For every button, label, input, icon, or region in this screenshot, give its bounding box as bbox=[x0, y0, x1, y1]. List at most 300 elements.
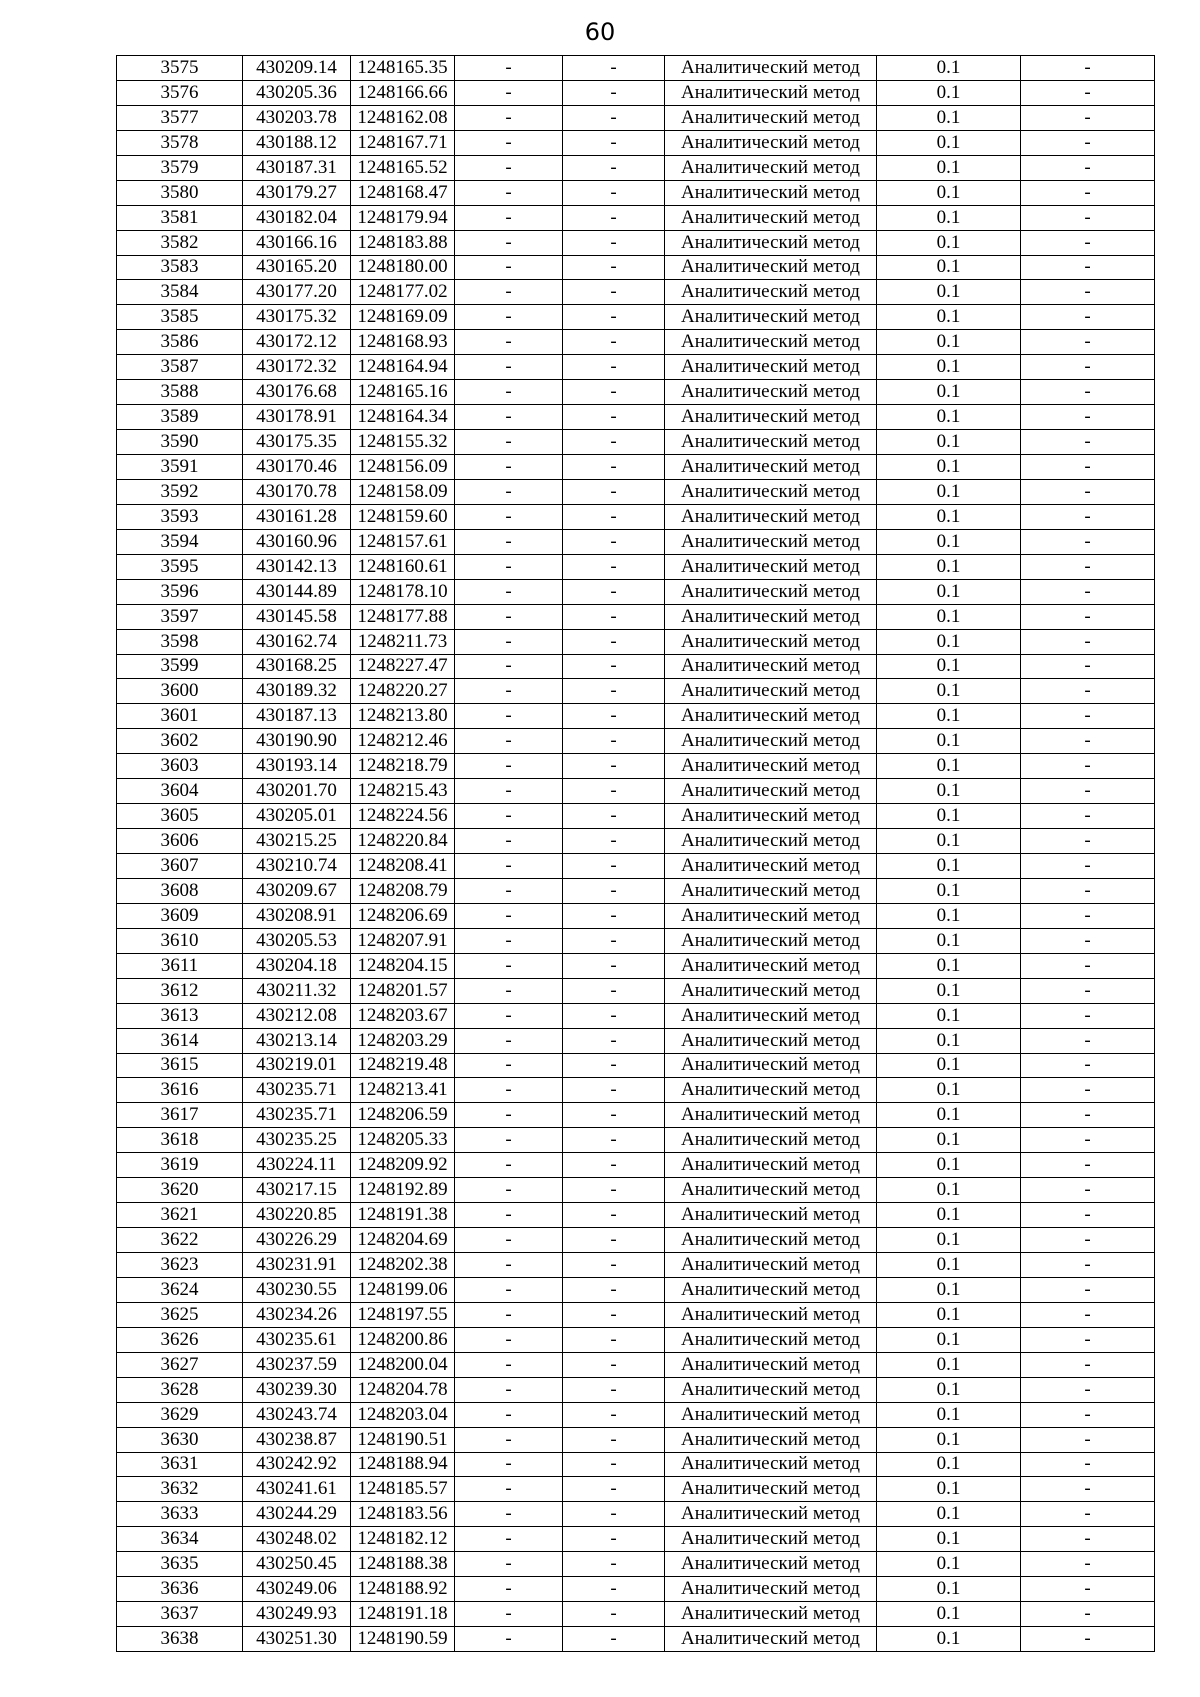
x-coordinate-cell: 430230.55 bbox=[243, 1277, 351, 1302]
method-cell: Аналитический метод bbox=[665, 1352, 877, 1377]
dash-cell-c: - bbox=[1021, 1302, 1155, 1327]
dash-cell-a: - bbox=[455, 1078, 563, 1103]
dash-cell-a: - bbox=[455, 729, 563, 754]
x-coordinate-cell: 430249.93 bbox=[243, 1602, 351, 1627]
y-coordinate-cell: 1248157.61 bbox=[351, 529, 455, 554]
dash-cell-a: - bbox=[455, 1028, 563, 1053]
accuracy-cell: 0.1 bbox=[877, 1577, 1021, 1602]
dash-cell-a: - bbox=[455, 1452, 563, 1477]
dash-cell-b: - bbox=[563, 1203, 665, 1228]
dash-cell-c: - bbox=[1021, 903, 1155, 928]
dash-cell-c: - bbox=[1021, 554, 1155, 579]
dash-cell-b: - bbox=[563, 1178, 665, 1203]
y-coordinate-cell: 1248203.67 bbox=[351, 1003, 455, 1028]
x-coordinate-cell: 430201.70 bbox=[243, 779, 351, 804]
dash-cell-b: - bbox=[563, 1427, 665, 1452]
table-row bbox=[117, 1452, 1155, 1477]
x-coordinate-cell: 430226.29 bbox=[243, 1228, 351, 1253]
x-coordinate-cell: 430170.46 bbox=[243, 455, 351, 480]
dash-cell-b: - bbox=[563, 779, 665, 804]
dash-cell-a: - bbox=[455, 1352, 563, 1377]
table-row bbox=[117, 305, 1155, 330]
dash-cell-b: - bbox=[563, 305, 665, 330]
table-row bbox=[117, 504, 1155, 529]
point-number-cell: 3625 bbox=[117, 1302, 243, 1327]
accuracy-cell: 0.1 bbox=[877, 654, 1021, 679]
x-coordinate-cell: 430205.36 bbox=[243, 80, 351, 105]
method-cell: Аналитический метод bbox=[665, 1577, 877, 1602]
table-row bbox=[117, 1602, 1155, 1627]
table-row bbox=[117, 529, 1155, 554]
dash-cell-b: - bbox=[563, 1003, 665, 1028]
dash-cell-b: - bbox=[563, 1477, 665, 1502]
dash-cell-c: - bbox=[1021, 280, 1155, 305]
dash-cell-b: - bbox=[563, 1053, 665, 1078]
table-row bbox=[117, 704, 1155, 729]
accuracy-cell: 0.1 bbox=[877, 305, 1021, 330]
method-cell: Аналитический метод bbox=[665, 928, 877, 953]
x-coordinate-cell: 430161.28 bbox=[243, 504, 351, 529]
dash-cell-a: - bbox=[455, 629, 563, 654]
x-coordinate-cell: 430220.85 bbox=[243, 1203, 351, 1228]
accuracy-cell: 0.1 bbox=[877, 180, 1021, 205]
dash-cell-c: - bbox=[1021, 978, 1155, 1003]
y-coordinate-cell: 1248155.32 bbox=[351, 430, 455, 455]
dash-cell-a: - bbox=[455, 155, 563, 180]
table-row bbox=[117, 330, 1155, 355]
point-number-cell: 3590 bbox=[117, 430, 243, 455]
point-number-cell: 3609 bbox=[117, 903, 243, 928]
table-row bbox=[117, 1552, 1155, 1577]
dash-cell-a: - bbox=[455, 1178, 563, 1203]
point-number-cell: 3595 bbox=[117, 554, 243, 579]
dash-cell-c: - bbox=[1021, 180, 1155, 205]
dash-cell-b: - bbox=[563, 1302, 665, 1327]
point-number-cell: 3627 bbox=[117, 1352, 243, 1377]
method-cell: Аналитический метод bbox=[665, 1203, 877, 1228]
dash-cell-a: - bbox=[455, 1277, 563, 1302]
dash-cell-a: - bbox=[455, 1477, 563, 1502]
y-coordinate-cell: 1248213.80 bbox=[351, 704, 455, 729]
x-coordinate-cell: 430145.58 bbox=[243, 604, 351, 629]
x-coordinate-cell: 430160.96 bbox=[243, 529, 351, 554]
accuracy-cell: 0.1 bbox=[877, 529, 1021, 554]
accuracy-cell: 0.1 bbox=[877, 1003, 1021, 1028]
method-cell: Аналитический метод bbox=[665, 953, 877, 978]
x-coordinate-cell: 430205.53 bbox=[243, 928, 351, 953]
method-cell: Аналитический метод bbox=[665, 56, 877, 81]
table-row bbox=[117, 1627, 1155, 1652]
dash-cell-b: - bbox=[563, 1602, 665, 1627]
dash-cell-c: - bbox=[1021, 1053, 1155, 1078]
accuracy-cell: 0.1 bbox=[877, 1228, 1021, 1253]
point-number-cell: 3588 bbox=[117, 380, 243, 405]
dash-cell-b: - bbox=[563, 1277, 665, 1302]
accuracy-cell: 0.1 bbox=[877, 1153, 1021, 1178]
dash-cell-b: - bbox=[563, 1552, 665, 1577]
accuracy-cell: 0.1 bbox=[877, 355, 1021, 380]
dash-cell-b: - bbox=[563, 1128, 665, 1153]
x-coordinate-cell: 430243.74 bbox=[243, 1402, 351, 1427]
dash-cell-c: - bbox=[1021, 1153, 1155, 1178]
y-coordinate-cell: 1248183.56 bbox=[351, 1502, 455, 1527]
method-cell: Аналитический метод bbox=[665, 704, 877, 729]
table-row bbox=[117, 255, 1155, 280]
point-number-cell: 3632 bbox=[117, 1477, 243, 1502]
y-coordinate-cell: 1248224.56 bbox=[351, 804, 455, 829]
point-number-cell: 3613 bbox=[117, 1003, 243, 1028]
table-row bbox=[117, 953, 1155, 978]
dash-cell-b: - bbox=[563, 205, 665, 230]
table-row bbox=[117, 1053, 1155, 1078]
dash-cell-b: - bbox=[563, 729, 665, 754]
dash-cell-b: - bbox=[563, 928, 665, 953]
accuracy-cell: 0.1 bbox=[877, 554, 1021, 579]
point-number-cell: 3584 bbox=[117, 280, 243, 305]
table-row bbox=[117, 1577, 1155, 1602]
y-coordinate-cell: 1248164.94 bbox=[351, 355, 455, 380]
y-coordinate-cell: 1248158.09 bbox=[351, 479, 455, 504]
point-number-cell: 3635 bbox=[117, 1552, 243, 1577]
dash-cell-a: - bbox=[455, 56, 563, 81]
dash-cell-c: - bbox=[1021, 255, 1155, 280]
dash-cell-c: - bbox=[1021, 504, 1155, 529]
y-coordinate-cell: 1248188.38 bbox=[351, 1552, 455, 1577]
dash-cell-a: - bbox=[455, 255, 563, 280]
dash-cell-c: - bbox=[1021, 1078, 1155, 1103]
point-number-cell: 3630 bbox=[117, 1427, 243, 1452]
table-row bbox=[117, 1427, 1155, 1452]
table-row bbox=[117, 1377, 1155, 1402]
accuracy-cell: 0.1 bbox=[877, 679, 1021, 704]
accuracy-cell: 0.1 bbox=[877, 1028, 1021, 1053]
point-number-cell: 3597 bbox=[117, 604, 243, 629]
dash-cell-b: - bbox=[563, 1577, 665, 1602]
y-coordinate-cell: 1248209.92 bbox=[351, 1153, 455, 1178]
point-number-cell: 3612 bbox=[117, 978, 243, 1003]
dash-cell-b: - bbox=[563, 1253, 665, 1278]
dash-cell-a: - bbox=[455, 105, 563, 130]
x-coordinate-cell: 430204.18 bbox=[243, 953, 351, 978]
dash-cell-b: - bbox=[563, 1377, 665, 1402]
accuracy-cell: 0.1 bbox=[877, 255, 1021, 280]
table-row bbox=[117, 779, 1155, 804]
table-row bbox=[117, 280, 1155, 305]
dash-cell-c: - bbox=[1021, 130, 1155, 155]
point-number-cell: 3626 bbox=[117, 1327, 243, 1352]
point-number-cell: 3583 bbox=[117, 255, 243, 280]
dash-cell-c: - bbox=[1021, 1377, 1155, 1402]
accuracy-cell: 0.1 bbox=[877, 978, 1021, 1003]
y-coordinate-cell: 1248200.04 bbox=[351, 1352, 455, 1377]
method-cell: Аналитический метод bbox=[665, 355, 877, 380]
y-coordinate-cell: 1248160.61 bbox=[351, 554, 455, 579]
table-row bbox=[117, 579, 1155, 604]
dash-cell-b: - bbox=[563, 1327, 665, 1352]
point-number-cell: 3596 bbox=[117, 579, 243, 604]
dash-cell-a: - bbox=[455, 1377, 563, 1402]
y-coordinate-cell: 1248178.10 bbox=[351, 579, 455, 604]
x-coordinate-cell: 430251.30 bbox=[243, 1627, 351, 1652]
accuracy-cell: 0.1 bbox=[877, 479, 1021, 504]
x-coordinate-cell: 430250.45 bbox=[243, 1552, 351, 1577]
dash-cell-b: - bbox=[563, 255, 665, 280]
y-coordinate-cell: 1248206.59 bbox=[351, 1103, 455, 1128]
x-coordinate-cell: 430142.13 bbox=[243, 554, 351, 579]
accuracy-cell: 0.1 bbox=[877, 1277, 1021, 1302]
dash-cell-a: - bbox=[455, 1302, 563, 1327]
dash-cell-b: - bbox=[563, 604, 665, 629]
dash-cell-b: - bbox=[563, 554, 665, 579]
x-coordinate-cell: 430234.26 bbox=[243, 1302, 351, 1327]
dash-cell-c: - bbox=[1021, 1627, 1155, 1652]
table-row bbox=[117, 355, 1155, 380]
accuracy-cell: 0.1 bbox=[877, 1128, 1021, 1153]
y-coordinate-cell: 1248203.04 bbox=[351, 1402, 455, 1427]
dash-cell-c: - bbox=[1021, 804, 1155, 829]
x-coordinate-cell: 430209.14 bbox=[243, 56, 351, 81]
y-coordinate-cell: 1248166.66 bbox=[351, 80, 455, 105]
point-number-cell: 3621 bbox=[117, 1203, 243, 1228]
accuracy-cell: 0.1 bbox=[877, 1552, 1021, 1577]
method-cell: Аналитический метод bbox=[665, 1427, 877, 1452]
point-number-cell: 3615 bbox=[117, 1053, 243, 1078]
dash-cell-a: - bbox=[455, 205, 563, 230]
dash-cell-c: - bbox=[1021, 1402, 1155, 1427]
dash-cell-c: - bbox=[1021, 928, 1155, 953]
x-coordinate-cell: 430242.92 bbox=[243, 1452, 351, 1477]
table-row bbox=[117, 1402, 1155, 1427]
table-row bbox=[117, 729, 1155, 754]
point-number-cell: 3598 bbox=[117, 629, 243, 654]
accuracy-cell: 0.1 bbox=[877, 1253, 1021, 1278]
dash-cell-a: - bbox=[455, 504, 563, 529]
method-cell: Аналитический метод bbox=[665, 1502, 877, 1527]
dash-cell-b: - bbox=[563, 903, 665, 928]
dash-cell-a: - bbox=[455, 1402, 563, 1427]
method-cell: Аналитический метод bbox=[665, 1477, 877, 1502]
method-cell: Аналитический метод bbox=[665, 779, 877, 804]
method-cell: Аналитический метод bbox=[665, 1452, 877, 1477]
point-number-cell: 3617 bbox=[117, 1103, 243, 1128]
accuracy-cell: 0.1 bbox=[877, 1103, 1021, 1128]
dash-cell-c: - bbox=[1021, 679, 1155, 704]
dash-cell-c: - bbox=[1021, 729, 1155, 754]
y-coordinate-cell: 1248191.38 bbox=[351, 1203, 455, 1228]
accuracy-cell: 0.1 bbox=[877, 729, 1021, 754]
accuracy-cell: 0.1 bbox=[877, 629, 1021, 654]
dash-cell-b: - bbox=[563, 180, 665, 205]
dash-cell-b: - bbox=[563, 504, 665, 529]
accuracy-cell: 0.1 bbox=[877, 430, 1021, 455]
point-number-cell: 3623 bbox=[117, 1253, 243, 1278]
method-cell: Аналитический метод bbox=[665, 1053, 877, 1078]
accuracy-cell: 0.1 bbox=[877, 455, 1021, 480]
point-number-cell: 3580 bbox=[117, 180, 243, 205]
dash-cell-b: - bbox=[563, 479, 665, 504]
x-coordinate-cell: 430249.06 bbox=[243, 1577, 351, 1602]
table-row bbox=[117, 1078, 1155, 1103]
method-cell: Аналитический метод bbox=[665, 978, 877, 1003]
accuracy-cell: 0.1 bbox=[877, 1452, 1021, 1477]
x-coordinate-cell: 430179.27 bbox=[243, 180, 351, 205]
accuracy-cell: 0.1 bbox=[877, 1352, 1021, 1377]
dash-cell-c: - bbox=[1021, 1602, 1155, 1627]
method-cell: Аналитический метод bbox=[665, 1377, 877, 1402]
y-coordinate-cell: 1248159.60 bbox=[351, 504, 455, 529]
coordinates-table bbox=[116, 55, 1155, 1652]
dash-cell-a: - bbox=[455, 1327, 563, 1352]
y-coordinate-cell: 1248168.47 bbox=[351, 180, 455, 205]
dash-cell-a: - bbox=[455, 779, 563, 804]
dash-cell-a: - bbox=[455, 529, 563, 554]
dash-cell-a: - bbox=[455, 1103, 563, 1128]
dash-cell-c: - bbox=[1021, 155, 1155, 180]
table-row bbox=[117, 1103, 1155, 1128]
accuracy-cell: 0.1 bbox=[877, 704, 1021, 729]
method-cell: Аналитический метод bbox=[665, 529, 877, 554]
dash-cell-b: - bbox=[563, 654, 665, 679]
method-cell: Аналитический метод bbox=[665, 654, 877, 679]
dash-cell-a: - bbox=[455, 1627, 563, 1652]
dash-cell-b: - bbox=[563, 1352, 665, 1377]
dash-cell-a: - bbox=[455, 604, 563, 629]
accuracy-cell: 0.1 bbox=[877, 779, 1021, 804]
dash-cell-b: - bbox=[563, 1502, 665, 1527]
dash-cell-b: - bbox=[563, 130, 665, 155]
x-coordinate-cell: 430175.35 bbox=[243, 430, 351, 455]
y-coordinate-cell: 1248206.69 bbox=[351, 903, 455, 928]
point-number-cell: 3604 bbox=[117, 779, 243, 804]
dash-cell-c: - bbox=[1021, 1128, 1155, 1153]
accuracy-cell: 0.1 bbox=[877, 380, 1021, 405]
accuracy-cell: 0.1 bbox=[877, 928, 1021, 953]
y-coordinate-cell: 1248208.79 bbox=[351, 878, 455, 903]
accuracy-cell: 0.1 bbox=[877, 1602, 1021, 1627]
dash-cell-b: - bbox=[563, 679, 665, 704]
dash-cell-a: - bbox=[455, 704, 563, 729]
point-number-cell: 3577 bbox=[117, 105, 243, 130]
y-coordinate-cell: 1248177.88 bbox=[351, 604, 455, 629]
accuracy-cell: 0.1 bbox=[877, 1477, 1021, 1502]
x-coordinate-cell: 430235.61 bbox=[243, 1327, 351, 1352]
y-coordinate-cell: 1248215.43 bbox=[351, 779, 455, 804]
y-coordinate-cell: 1248227.47 bbox=[351, 654, 455, 679]
dash-cell-a: - bbox=[455, 380, 563, 405]
accuracy-cell: 0.1 bbox=[877, 1402, 1021, 1427]
method-cell: Аналитический метод bbox=[665, 1078, 877, 1103]
dash-cell-a: - bbox=[455, 1552, 563, 1577]
point-number-cell: 3602 bbox=[117, 729, 243, 754]
y-coordinate-cell: 1248203.29 bbox=[351, 1028, 455, 1053]
dash-cell-c: - bbox=[1021, 330, 1155, 355]
method-cell: Аналитический метод bbox=[665, 205, 877, 230]
dash-cell-a: - bbox=[455, 1253, 563, 1278]
table-row bbox=[117, 455, 1155, 480]
accuracy-cell: 0.1 bbox=[877, 903, 1021, 928]
method-cell: Аналитический метод bbox=[665, 1228, 877, 1253]
dash-cell-c: - bbox=[1021, 1427, 1155, 1452]
table-row bbox=[117, 928, 1155, 953]
table-row bbox=[117, 679, 1155, 704]
dash-cell-c: - bbox=[1021, 355, 1155, 380]
dash-cell-b: - bbox=[563, 579, 665, 604]
x-coordinate-cell: 430235.71 bbox=[243, 1078, 351, 1103]
x-coordinate-cell: 430189.32 bbox=[243, 679, 351, 704]
dash-cell-c: - bbox=[1021, 1203, 1155, 1228]
dash-cell-a: - bbox=[455, 1527, 563, 1552]
table-row bbox=[117, 978, 1155, 1003]
point-number-cell: 3628 bbox=[117, 1377, 243, 1402]
dash-cell-c: - bbox=[1021, 1253, 1155, 1278]
point-number-cell: 3607 bbox=[117, 854, 243, 879]
table-row bbox=[117, 878, 1155, 903]
dash-cell-b: - bbox=[563, 430, 665, 455]
method-cell: Аналитический метод bbox=[665, 629, 877, 654]
x-coordinate-cell: 430205.01 bbox=[243, 804, 351, 829]
dash-cell-a: - bbox=[455, 479, 563, 504]
point-number-cell: 3594 bbox=[117, 529, 243, 554]
accuracy-cell: 0.1 bbox=[877, 205, 1021, 230]
dash-cell-b: - bbox=[563, 1028, 665, 1053]
x-coordinate-cell: 430176.68 bbox=[243, 380, 351, 405]
y-coordinate-cell: 1248185.57 bbox=[351, 1477, 455, 1502]
point-number-cell: 3586 bbox=[117, 330, 243, 355]
x-coordinate-cell: 430210.74 bbox=[243, 854, 351, 879]
dash-cell-c: - bbox=[1021, 1552, 1155, 1577]
dash-cell-b: - bbox=[563, 280, 665, 305]
y-coordinate-cell: 1248204.69 bbox=[351, 1228, 455, 1253]
y-coordinate-cell: 1248211.73 bbox=[351, 629, 455, 654]
x-coordinate-cell: 430224.11 bbox=[243, 1153, 351, 1178]
table-row bbox=[117, 180, 1155, 205]
y-coordinate-cell: 1248200.86 bbox=[351, 1327, 455, 1352]
method-cell: Аналитический метод bbox=[665, 1153, 877, 1178]
dash-cell-b: - bbox=[563, 56, 665, 81]
accuracy-cell: 0.1 bbox=[877, 330, 1021, 355]
dash-cell-c: - bbox=[1021, 1028, 1155, 1053]
dash-cell-a: - bbox=[455, 1203, 563, 1228]
x-coordinate-cell: 430193.14 bbox=[243, 754, 351, 779]
point-number-cell: 3616 bbox=[117, 1078, 243, 1103]
point-number-cell: 3582 bbox=[117, 230, 243, 255]
x-coordinate-cell: 430190.90 bbox=[243, 729, 351, 754]
method-cell: Аналитический метод bbox=[665, 330, 877, 355]
method-cell: Аналитический метод bbox=[665, 430, 877, 455]
y-coordinate-cell: 1248218.79 bbox=[351, 754, 455, 779]
dash-cell-c: - bbox=[1021, 455, 1155, 480]
table-row bbox=[117, 1277, 1155, 1302]
table-row bbox=[117, 1327, 1155, 1352]
y-coordinate-cell: 1248177.02 bbox=[351, 280, 455, 305]
method-cell: Аналитический метод bbox=[665, 878, 877, 903]
accuracy-cell: 0.1 bbox=[877, 155, 1021, 180]
dash-cell-c: - bbox=[1021, 704, 1155, 729]
point-number-cell: 3611 bbox=[117, 953, 243, 978]
dash-cell-a: - bbox=[455, 554, 563, 579]
x-coordinate-cell: 430248.02 bbox=[243, 1527, 351, 1552]
accuracy-cell: 0.1 bbox=[877, 280, 1021, 305]
y-coordinate-cell: 1248162.08 bbox=[351, 105, 455, 130]
point-number-cell: 3624 bbox=[117, 1277, 243, 1302]
x-coordinate-cell: 430187.13 bbox=[243, 704, 351, 729]
page-number: 60 bbox=[584, 18, 616, 46]
y-coordinate-cell: 1248202.38 bbox=[351, 1253, 455, 1278]
dash-cell-a: - bbox=[455, 1053, 563, 1078]
dash-cell-b: - bbox=[563, 529, 665, 554]
dash-cell-a: - bbox=[455, 878, 563, 903]
dash-cell-c: - bbox=[1021, 205, 1155, 230]
